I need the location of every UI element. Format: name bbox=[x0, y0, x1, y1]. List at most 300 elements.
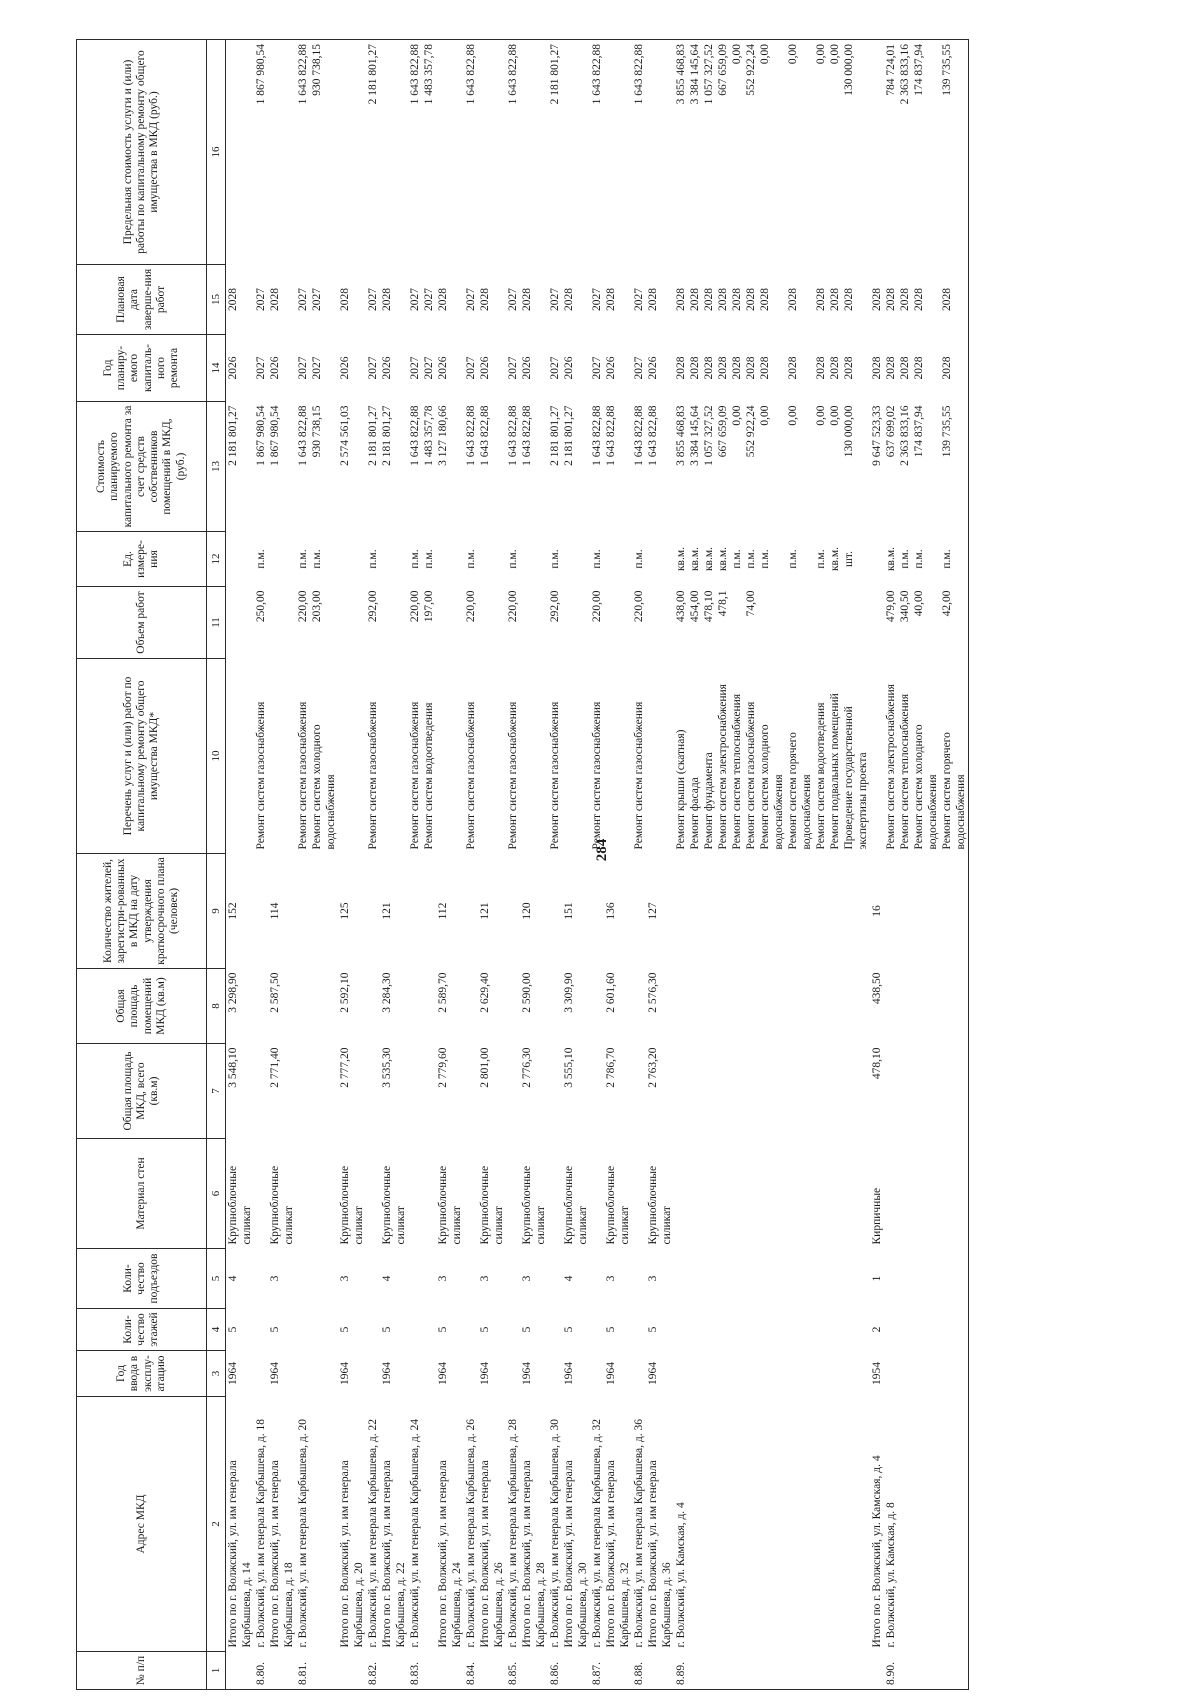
column-number: 9 bbox=[207, 854, 226, 969]
table-cell bbox=[590, 1249, 604, 1309]
table-cell bbox=[940, 1309, 969, 1351]
table-cell bbox=[254, 1044, 268, 1139]
table-cell: 3 bbox=[521, 1275, 533, 1282]
table-cell: 1 643 822,88 bbox=[464, 40, 478, 265]
table-cell: 2028 bbox=[717, 356, 729, 380]
table-cell bbox=[814, 587, 828, 659]
table-cell bbox=[688, 1139, 702, 1249]
table-cell bbox=[744, 1044, 758, 1139]
table-cell bbox=[548, 1249, 562, 1309]
table-cell bbox=[674, 969, 688, 1044]
table-cell: 784 724,01 bbox=[884, 40, 898, 265]
table-cell: 0,00 bbox=[730, 40, 744, 265]
table-cell bbox=[674, 1351, 688, 1397]
table-cell: 220,00 bbox=[409, 590, 421, 623]
table-row bbox=[814, 40, 828, 1690]
table-cell bbox=[758, 587, 786, 659]
table-cell bbox=[758, 1139, 786, 1249]
table-cell bbox=[548, 1351, 562, 1397]
table-cell bbox=[562, 532, 590, 587]
table-row bbox=[688, 40, 702, 1690]
table-cell: Крупноблочные силикат bbox=[437, 1165, 463, 1245]
table-cell bbox=[744, 1652, 758, 1690]
table-cell: Ремонт систем электроснабжения bbox=[717, 684, 729, 850]
table-cell bbox=[632, 1249, 646, 1309]
table-cell: 2 181 801,27 bbox=[366, 40, 380, 265]
table-cell bbox=[744, 1351, 758, 1397]
table-cell bbox=[674, 1044, 688, 1139]
rotated-page-content bbox=[76, 40, 1124, 1690]
table-cell bbox=[842, 1139, 870, 1249]
table-row bbox=[562, 40, 590, 1690]
table-cell: 1 867 980,54 bbox=[254, 40, 268, 265]
table-cell: 2026 bbox=[437, 356, 449, 380]
table-cell: 340,50 bbox=[899, 590, 911, 623]
table-cell: 220,00 bbox=[633, 590, 645, 623]
table-cell: 2028 bbox=[871, 288, 883, 311]
table-cell: Ремонт систем холодного водоснабжения bbox=[913, 724, 939, 850]
table-cell: п.м. bbox=[899, 549, 911, 569]
table-cell: Ремонт крыши (скатная) bbox=[675, 729, 687, 850]
table-cell: 292,00 bbox=[549, 590, 561, 623]
table-cell: 0,00 bbox=[787, 405, 799, 426]
table-cell: 0,00 bbox=[814, 40, 828, 265]
table-cell: 139 735,55 bbox=[940, 40, 969, 265]
table-cell: Проведение государственной экспертизы проекта bbox=[843, 706, 869, 850]
table-cell: 220,00 bbox=[465, 590, 477, 623]
table-cell: 2028 bbox=[689, 288, 701, 311]
table-cell bbox=[828, 1249, 842, 1309]
table-cell bbox=[562, 659, 590, 854]
table-cell bbox=[870, 1652, 884, 1690]
table-cell bbox=[268, 659, 296, 854]
table-cell bbox=[254, 969, 268, 1044]
table-cell bbox=[548, 969, 562, 1044]
table-cell: 2028 bbox=[703, 288, 715, 311]
table-cell bbox=[688, 1397, 702, 1652]
table-cell: 438,50 bbox=[871, 972, 883, 1005]
table-cell: 0,00 bbox=[758, 40, 786, 265]
table-cell: 174 837,94 bbox=[912, 40, 940, 265]
table-cell bbox=[940, 1044, 969, 1139]
table-cell: 5 bbox=[437, 1326, 449, 1333]
table-cell: 151 bbox=[563, 902, 575, 920]
table-cell: 1 643 822,88 bbox=[521, 405, 533, 466]
table-cell bbox=[688, 1249, 702, 1309]
table-cell: Ремонт систем газоснабжения bbox=[745, 701, 757, 850]
table-cell bbox=[674, 1139, 688, 1249]
table-cell bbox=[884, 1044, 898, 1139]
table-cell: 40,00 bbox=[913, 590, 925, 617]
table-cell bbox=[310, 1249, 338, 1309]
table-cell: 2027 bbox=[633, 288, 645, 311]
table-row bbox=[254, 40, 268, 1690]
table-cell bbox=[646, 532, 674, 587]
table-cell: г. Волжский, ул. им генерала Карбышева, д. 18 bbox=[255, 1419, 267, 1648]
table-cell bbox=[884, 969, 898, 1044]
table-cell bbox=[940, 1351, 969, 1397]
table-cell: 1 643 822,88 bbox=[633, 405, 645, 466]
table-cell: 2 587,50 bbox=[269, 972, 281, 1013]
table-cell: 2 363 833,16 bbox=[899, 405, 911, 466]
table-cell: 2026 bbox=[521, 356, 533, 380]
table-cell: 667 659,09 bbox=[716, 40, 730, 265]
table-cell: 3 bbox=[437, 1275, 449, 1282]
table-cell: 2 181 801,27 bbox=[563, 405, 575, 466]
table-cell bbox=[268, 1652, 296, 1690]
table-cell: 8.87. bbox=[590, 1652, 604, 1690]
table-cell: Ремонт систем холодного водоснабжения bbox=[759, 724, 785, 850]
table-cell: 2 574 561,03 bbox=[339, 405, 351, 466]
table-cell bbox=[870, 532, 884, 587]
table-cell: 1 bbox=[871, 1275, 883, 1282]
table-cell bbox=[940, 969, 969, 1044]
table-cell: 1 643 822,88 bbox=[408, 40, 422, 265]
header-cell: Адрес МКД bbox=[77, 1397, 207, 1652]
table-cell bbox=[408, 1139, 422, 1249]
table-cell bbox=[422, 969, 436, 1044]
table-cell: 174 837,94 bbox=[913, 405, 925, 458]
table-cell bbox=[338, 532, 366, 587]
table-row bbox=[338, 40, 366, 1690]
table-cell: 2 629,40 bbox=[479, 972, 491, 1013]
table-cell bbox=[590, 854, 604, 969]
table-cell bbox=[898, 1139, 912, 1249]
table-cell: Крупноблочные силикат bbox=[269, 1165, 295, 1245]
table-row bbox=[478, 40, 506, 1690]
table-cell: 220,00 bbox=[507, 590, 519, 623]
table-cell: 478,1 bbox=[717, 590, 729, 617]
table-cell bbox=[716, 854, 730, 969]
table-cell bbox=[758, 969, 786, 1044]
table-cell bbox=[422, 1652, 436, 1690]
table-cell: 2028 bbox=[647, 288, 659, 311]
table-cell: 2028 bbox=[885, 356, 897, 380]
table-cell: п.м. bbox=[255, 549, 267, 569]
table-cell: 2028 bbox=[913, 356, 925, 380]
table-cell bbox=[422, 1139, 436, 1249]
table-cell: 1 867 980,54 bbox=[269, 405, 281, 466]
table-cell: 3 309,90 bbox=[563, 972, 575, 1013]
table-cell bbox=[688, 854, 702, 969]
table-cell bbox=[688, 1309, 702, 1351]
table-cell: 3 bbox=[605, 1275, 617, 1282]
table-cell: 2027 bbox=[423, 288, 435, 311]
table-cell: п.м. bbox=[633, 549, 645, 569]
table-cell: 2027 bbox=[465, 356, 477, 380]
table-cell: г. Волжский, ул. им генерала Карбышева, д. 36 bbox=[633, 1419, 645, 1648]
table-cell: 2028 bbox=[381, 288, 393, 311]
table-cell bbox=[884, 854, 898, 969]
table-cell bbox=[604, 587, 632, 659]
table-cell bbox=[744, 1249, 758, 1309]
table-cell bbox=[506, 1309, 520, 1351]
table-cell: 2027 bbox=[311, 288, 323, 311]
table-cell bbox=[310, 854, 338, 969]
table-cell bbox=[268, 587, 296, 659]
header-cell: Год ввода в эксплу-атацию bbox=[77, 1351, 207, 1397]
table-cell: Ремонт систем газоснабжения bbox=[297, 701, 309, 850]
table-row bbox=[884, 40, 898, 1690]
table-row bbox=[646, 40, 674, 1690]
table-cell: Ремонт систем холодного водоснабжения bbox=[311, 724, 337, 850]
table-cell: 2 576,30 bbox=[647, 972, 659, 1013]
table-cell bbox=[898, 1652, 912, 1690]
table-cell: 2028 bbox=[745, 288, 757, 311]
table-cell: 5 bbox=[605, 1326, 617, 1333]
table-cell: г. Волжский, ул. Камская, д. 8 bbox=[885, 1502, 897, 1648]
table-row bbox=[548, 40, 562, 1690]
table-cell bbox=[380, 1652, 408, 1690]
table-cell bbox=[814, 1249, 828, 1309]
table-cell: 2028 bbox=[829, 356, 841, 380]
table-cell bbox=[366, 854, 380, 969]
table-cell bbox=[520, 532, 548, 587]
table-cell bbox=[912, 1351, 940, 1397]
table-cell bbox=[814, 1652, 828, 1690]
table-cell: 2028 bbox=[871, 356, 883, 380]
table-cell: Ремонт систем электроснабжения bbox=[885, 684, 897, 850]
table-cell: 3 284,30 bbox=[381, 972, 393, 1013]
table-cell: Итого по г. Волжский, ул. им генерала Карбышева, д. 14 bbox=[227, 1460, 253, 1648]
table-cell: 4 bbox=[563, 1275, 575, 1282]
column-number: 14 bbox=[207, 335, 226, 402]
table-cell: кв.м. bbox=[717, 546, 729, 572]
table-cell bbox=[716, 1309, 730, 1351]
table-cell: 8.82. bbox=[366, 1652, 380, 1690]
table-cell bbox=[702, 1044, 716, 1139]
table-cell: Итого по г. Волжский, ул. им генерала Карбышева, д. 22 bbox=[381, 1460, 407, 1648]
table-cell: 139 735,55 bbox=[940, 402, 969, 532]
table-cell bbox=[940, 1139, 969, 1249]
table-cell: 0,00 bbox=[731, 405, 743, 426]
table-row bbox=[506, 40, 520, 1690]
table-cell: 2027 bbox=[255, 356, 267, 380]
table-cell bbox=[506, 1044, 520, 1139]
table-cell bbox=[786, 587, 814, 659]
table-cell bbox=[520, 659, 548, 854]
table-cell bbox=[912, 1309, 940, 1351]
table-cell bbox=[632, 1351, 646, 1397]
table-cell bbox=[912, 1139, 940, 1249]
table-row bbox=[226, 40, 255, 1690]
table-cell: Ремонт систем газоснабжения bbox=[507, 701, 519, 850]
table-cell bbox=[464, 1249, 478, 1309]
table-cell bbox=[688, 1351, 702, 1397]
table-cell bbox=[730, 1249, 744, 1309]
table-cell: 2028 bbox=[940, 335, 969, 402]
table-cell bbox=[646, 659, 674, 854]
table-cell bbox=[814, 969, 828, 1044]
table-cell bbox=[590, 1351, 604, 1397]
table-cell bbox=[814, 1397, 828, 1652]
table-cell: 2 777,20 bbox=[339, 1047, 351, 1088]
table-cell: 2 181 801,27 bbox=[227, 405, 239, 466]
table-cell: 2027 bbox=[423, 356, 435, 380]
table-cell bbox=[366, 1309, 380, 1351]
table-cell bbox=[422, 1397, 436, 1652]
table-row bbox=[380, 40, 408, 1690]
table-cell bbox=[912, 1397, 940, 1652]
table-cell: 2 181 801,27 bbox=[549, 405, 561, 466]
table-cell: 5 bbox=[563, 1326, 575, 1333]
table-cell bbox=[590, 969, 604, 1044]
table-cell: 9 647 523,33 bbox=[871, 405, 883, 466]
table-cell bbox=[478, 587, 506, 659]
table-cell: п.м. bbox=[940, 532, 969, 587]
header-cell: Перечень услуг и (или) работ по капитальному ремонту общего имущества МКД* bbox=[77, 659, 207, 854]
table-cell: 2028 bbox=[759, 356, 771, 380]
table-cell: 120 bbox=[521, 902, 533, 920]
table-cell bbox=[478, 40, 506, 265]
table-cell bbox=[268, 532, 296, 587]
table-cell bbox=[842, 1397, 870, 1652]
table-cell: 152 bbox=[227, 902, 239, 920]
table-cell bbox=[310, 969, 338, 1044]
table-cell bbox=[828, 1309, 842, 1351]
table-cell bbox=[716, 1652, 730, 1690]
header-cell: Материал стен bbox=[77, 1139, 207, 1249]
table-cell: 2028 bbox=[339, 288, 351, 311]
table-cell: 2028 bbox=[479, 288, 491, 311]
table-cell: п.м. bbox=[311, 549, 323, 569]
table-cell: 2 589,70 bbox=[437, 972, 449, 1013]
table-cell: 2028 bbox=[731, 288, 743, 311]
table-cell: 2027 bbox=[311, 356, 323, 380]
table-cell: Крупноблочные силикат bbox=[381, 1165, 407, 1245]
table-cell: 2028 bbox=[269, 288, 281, 311]
table-cell: 2027 bbox=[465, 288, 477, 311]
table-cell bbox=[758, 1309, 786, 1351]
table-cell bbox=[842, 969, 870, 1044]
table-cell bbox=[478, 532, 506, 587]
table-cell bbox=[464, 1309, 478, 1351]
column-number: 16 bbox=[207, 40, 226, 265]
table-row bbox=[268, 40, 296, 1690]
table-cell: Итого по г. Волжский, ул. им генерала Карбышева, д. 28 bbox=[521, 1460, 547, 1648]
table-cell bbox=[842, 1044, 870, 1139]
table-cell bbox=[296, 1044, 310, 1139]
table-cell bbox=[828, 1044, 842, 1139]
table-cell: 0,00 bbox=[815, 405, 827, 426]
column-number: 4 bbox=[207, 1309, 226, 1351]
table-cell bbox=[338, 1652, 366, 1690]
table-cell bbox=[828, 1397, 842, 1652]
table-cell bbox=[464, 1139, 478, 1249]
table-cell: 2026 bbox=[563, 356, 575, 380]
table-cell: 8.89. bbox=[674, 1652, 688, 1690]
table-cell: 2028 bbox=[437, 288, 449, 311]
table-cell bbox=[296, 969, 310, 1044]
table-cell: г. Волжский, ул. им генерала Карбышева, д. 32 bbox=[591, 1419, 603, 1648]
table-cell bbox=[940, 1249, 969, 1309]
table-cell bbox=[786, 1351, 814, 1397]
column-number: 13 bbox=[207, 402, 226, 532]
table-cell: Крупноблочные силикат bbox=[339, 1165, 365, 1245]
table-cell bbox=[464, 854, 478, 969]
table-cell: 2028 bbox=[563, 288, 575, 311]
table-cell bbox=[310, 1309, 338, 1351]
table-cell: 930 738,15 bbox=[311, 405, 323, 458]
table-cell bbox=[632, 969, 646, 1044]
page-number: 284 bbox=[594, 838, 610, 862]
table-cell: Крупноблочные силикат bbox=[647, 1165, 673, 1245]
table-cell bbox=[254, 854, 268, 969]
table-cell: 2027 bbox=[591, 288, 603, 311]
table-cell bbox=[436, 40, 464, 265]
table-cell bbox=[744, 1397, 758, 1652]
table-cell bbox=[814, 1309, 828, 1351]
table-cell: 74,00 bbox=[745, 590, 757, 617]
table-cell: 1964 bbox=[227, 1362, 239, 1385]
table-cell: 3 bbox=[647, 1275, 659, 1282]
table-cell: Ремонт подвальных помещений bbox=[829, 693, 841, 850]
table-cell bbox=[688, 1044, 702, 1139]
table-cell bbox=[310, 1044, 338, 1139]
table-cell bbox=[310, 1351, 338, 1397]
table-cell bbox=[296, 1351, 310, 1397]
table-cell: 2028 bbox=[605, 288, 617, 311]
table-cell: Ремонт систем горячего водоснабжения bbox=[787, 732, 813, 850]
table-cell bbox=[604, 532, 632, 587]
table-cell: 0,00 bbox=[786, 40, 814, 265]
table-cell bbox=[226, 532, 255, 587]
table-cell: Ремонт систем газоснабжения bbox=[591, 701, 603, 850]
table-cell bbox=[814, 854, 828, 969]
table-cell: 8.85. bbox=[506, 1652, 520, 1690]
table-cell: 2028 bbox=[787, 288, 799, 311]
table-cell bbox=[870, 40, 884, 265]
table-cell bbox=[730, 1044, 744, 1139]
table-row bbox=[366, 40, 380, 1690]
table-cell: 2026 bbox=[269, 356, 281, 380]
table-cell bbox=[436, 587, 464, 659]
header-row bbox=[77, 40, 207, 1690]
table-cell: 3 127 180,66 bbox=[437, 405, 449, 466]
table-cell: 1 643 822,88 bbox=[465, 405, 477, 466]
table-cell bbox=[744, 969, 758, 1044]
table-cell: 2027 bbox=[507, 356, 519, 380]
table-row bbox=[674, 40, 688, 1690]
table-cell: 2027 bbox=[633, 356, 645, 380]
column-number: 5 bbox=[207, 1249, 226, 1309]
table-cell: 2 776,30 bbox=[521, 1047, 533, 1088]
table-cell: 3 bbox=[479, 1275, 491, 1282]
table-cell: Крупноблочные силикат bbox=[605, 1165, 631, 1245]
header-cell: Плановая дата заверше-ния работ bbox=[77, 265, 207, 335]
table-cell bbox=[758, 854, 786, 969]
table-cell: п.м. bbox=[297, 549, 309, 569]
table-cell: 1964 bbox=[605, 1362, 617, 1385]
table-cell bbox=[226, 1652, 255, 1690]
table-row bbox=[436, 40, 464, 1690]
table-cell: Итого по г. Волжский, ул. им генерала Карбышева, д. 32 bbox=[605, 1460, 631, 1648]
table-cell bbox=[674, 1309, 688, 1351]
table-cell bbox=[786, 1139, 814, 1249]
table-cell bbox=[828, 1139, 842, 1249]
table-cell: п.м. bbox=[549, 549, 561, 569]
table-cell: 1964 bbox=[339, 1362, 351, 1385]
column-number-row bbox=[207, 40, 226, 1690]
table-cell: 127 bbox=[647, 902, 659, 920]
table-cell: 2027 bbox=[549, 356, 561, 380]
table-cell bbox=[912, 1044, 940, 1139]
table-cell bbox=[702, 1249, 716, 1309]
table-cell: 8.80. bbox=[254, 1652, 268, 1690]
table-cell: 2028 bbox=[829, 288, 841, 311]
table-cell: 1964 bbox=[479, 1362, 491, 1385]
table-cell: 2028 bbox=[717, 288, 729, 311]
